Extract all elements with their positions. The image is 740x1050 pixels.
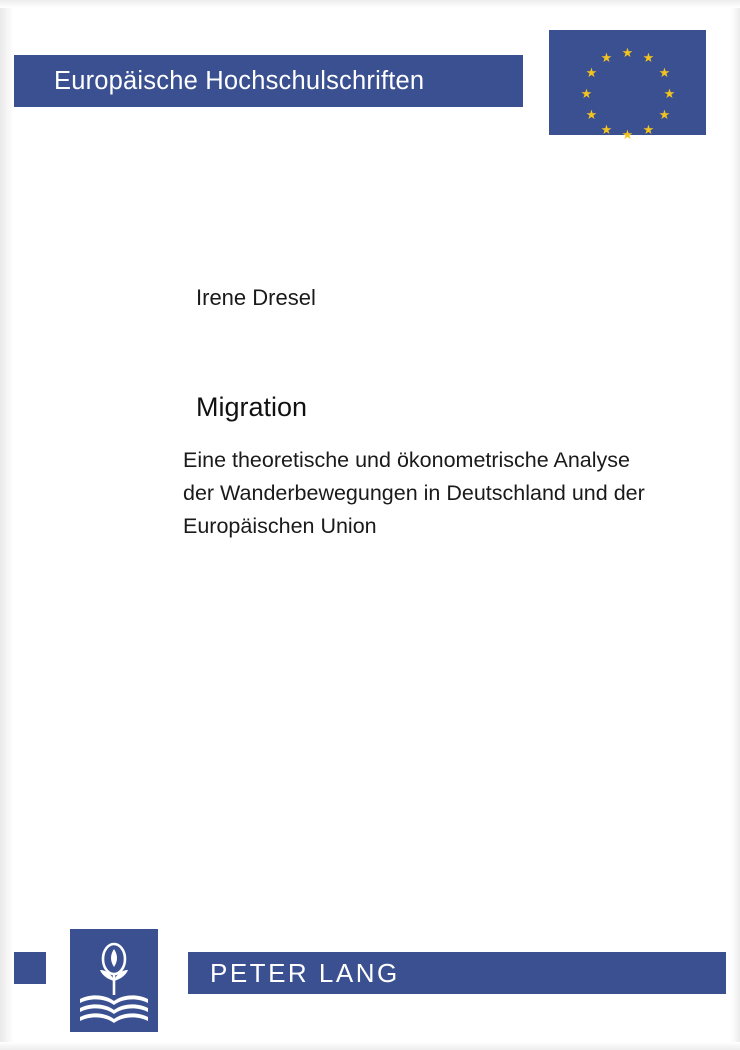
eu-flag-star: ★ <box>642 50 655 65</box>
series-banner <box>14 55 523 107</box>
page-edge-bottom <box>0 1042 740 1050</box>
eu-flag-star: ★ <box>658 107 671 122</box>
eu-flag-star: ★ <box>658 65 671 80</box>
eu-flag-star: ★ <box>621 127 634 142</box>
book-subtitle: Eine theoretische und ökonometrische Analyse der Wanderbewegungen in Deutschland und der Europäischen Union <box>183 448 645 538</box>
peter-lang-flower-book-logo <box>70 929 158 1032</box>
page-edge-right <box>730 0 740 1050</box>
page-edge-left <box>0 0 14 1050</box>
eu-flag-star: ★ <box>663 86 676 101</box>
page-edge-top <box>0 0 740 8</box>
publisher-name: PETER LANG <box>210 957 400 988</box>
eu-flag-star: ★ <box>585 65 598 80</box>
eu-flag-star: ★ <box>585 107 598 122</box>
author-name: Irene Dresel <box>196 285 316 310</box>
publisher-banner <box>188 952 726 994</box>
publisher-logo-icon <box>70 929 158 1032</box>
book-title: Migration <box>196 392 308 422</box>
eu-flag-star: ★ <box>580 86 593 101</box>
eu-flag-star: ★ <box>600 50 613 65</box>
eu-flag-star: ★ <box>600 122 613 137</box>
eu-flag <box>549 30 706 142</box>
series-banner-label: Europäische Hochschulschriften <box>54 66 425 95</box>
eu-flag-star: ★ <box>621 45 634 60</box>
decorative-blue-square <box>14 952 46 984</box>
eu-flag-star: ★ <box>642 122 655 137</box>
